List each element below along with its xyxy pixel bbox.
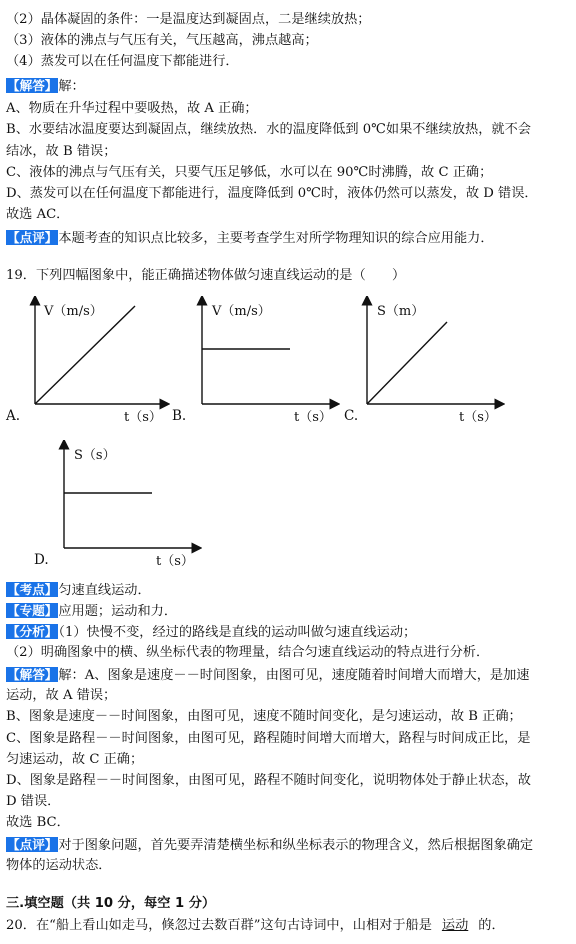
answer-lead: 解： [58,79,85,94]
answer-tag: 【解答】 [7,667,58,682]
q19-answer-line: B、图象是速度－－时间图象，由图可见，速度不随时间变化，是匀速运动，故 B 正确； [6,709,522,724]
option-c-label: C. [344,408,359,424]
answer-tag: 【解答】 [7,78,58,93]
graph-d[interactable] [52,440,202,570]
x-axis-label: t（s） [124,410,162,425]
rising-line [35,306,135,404]
q18-answer-line: 故选 AC． [6,207,70,222]
review-tag: 【点评】 [7,837,58,852]
x-axis-label: t（s） [156,554,194,569]
q20-blank-answer: 运动 [441,918,469,933]
q20-stem-after: 的． [478,918,505,933]
q19-stem: 19．下列四幅图象中，能正确描述物体做匀速直线运动的是（ ） [6,268,406,283]
option-a-label: A. [6,408,21,424]
q19-answer-line: 运动，故 A 错误； [6,688,117,703]
q19-review-line2: 物体的运动状态． [6,858,112,873]
answer-lead: 解：A、图象是速度－－时间图象，由图可见，速度随着时间增大而增大，是加速 [58,668,530,683]
x-axis-label: t（s） [294,410,332,425]
analysis-line-4: （4）蒸发可以在任何温度下都能进行． [6,54,239,69]
q20-stem-before: 20．在“船上看山如走马，倏忽过去数百群”这句古诗词中，山相对于船是 [6,918,432,933]
analysis-line-3: （3）液体的沸点与气压有关，气压越高，沸点越高； [6,33,318,48]
rising-line [367,322,447,404]
fenxi-text: （1）快慢不变，经过的路线是直线的运动叫做匀速直线运动； [58,625,417,640]
q19-answer-header [6,665,529,685]
graph-a[interactable] [20,296,170,426]
q19-zhuanti [6,601,177,621]
q18-answer-line: D、蒸发可以在任何温度下都能进行，温度降低到 0℃时，液体仍然可以蒸发，故 D 错误． [6,186,538,201]
q19-review [6,835,533,855]
q18-answer-line: 结冰，故 B 错误； [6,144,117,159]
review-tag: 【点评】 [7,230,58,245]
graph-b[interactable] [190,296,340,426]
fenxi-tag: 【分析】 [7,624,58,639]
q19-answer-line: D、图象是路程－－时间图象，由图可见，路程不随时间变化，说明物体处于静止状态，故 [6,773,531,788]
graph-c[interactable] [355,296,505,426]
zhuanti-text: 应用题；运动和力． [58,604,178,619]
q19-answer-line: C、图象是路程－－时间图象，由图可见，路程随时间增大而增大，路程与时间成正比，是 [6,731,531,746]
q18-answer-line: B、水要结冰温度要达到凝固点，继续放热．水的温度降低到 0℃如果不继续放热，就不会 [6,122,531,137]
q20-stem [6,916,505,935]
y-axis-label: V（m/s） [212,304,271,319]
y-axis-label: V（m/s） [44,304,103,319]
section-heading: 三.填空题（共 10 分，每空 1 分） [6,896,216,911]
review-text: 对于图象问题，首先要弄清楚横坐标和纵坐标表示的物理含义，然后根据图象确定 [58,838,534,853]
y-axis-label: S（m） [377,304,425,319]
x-axis-label: t（s） [459,410,497,425]
q19-answer-line: 故选 BC． [6,815,70,830]
q19-kaodian [6,580,151,600]
analysis-line-2: （2）晶体凝固的条件：一是温度达到凝固点，二是继续放热； [6,12,371,27]
zhuanti-tag: 【专题】 [7,603,58,618]
q18-answer-header [6,76,85,96]
q19-answer-line: 匀速运动，故 C 正确； [6,752,144,767]
option-b-label: B. [172,408,187,424]
q19-answer-line: D 错误． [6,794,61,809]
kaodian-tag: 【考点】 [7,582,58,597]
review-text: 本题考查的知识点比较多，主要考查学生对所学物理知识的综合应用能力． [58,231,494,246]
y-axis-label: S（s） [74,448,116,463]
q19-fenxi-line2: （2）明确图象中的横、纵坐标代表的物理量，结合匀速直线运动的特点进行分析． [6,645,490,660]
q18-answer-line: C、液体的沸点与气压有关，只要气压足够低，水可以在 90℃时沸腾，故 C 正确； [6,165,493,180]
kaodian-text: 匀速直线运动． [58,583,151,598]
q19-fenxi [6,622,416,642]
q18-answer-line: A、物质在升华过程中要吸热，故 A 正确； [6,101,258,116]
q18-review [6,228,494,248]
option-d-label: D. [34,552,49,568]
